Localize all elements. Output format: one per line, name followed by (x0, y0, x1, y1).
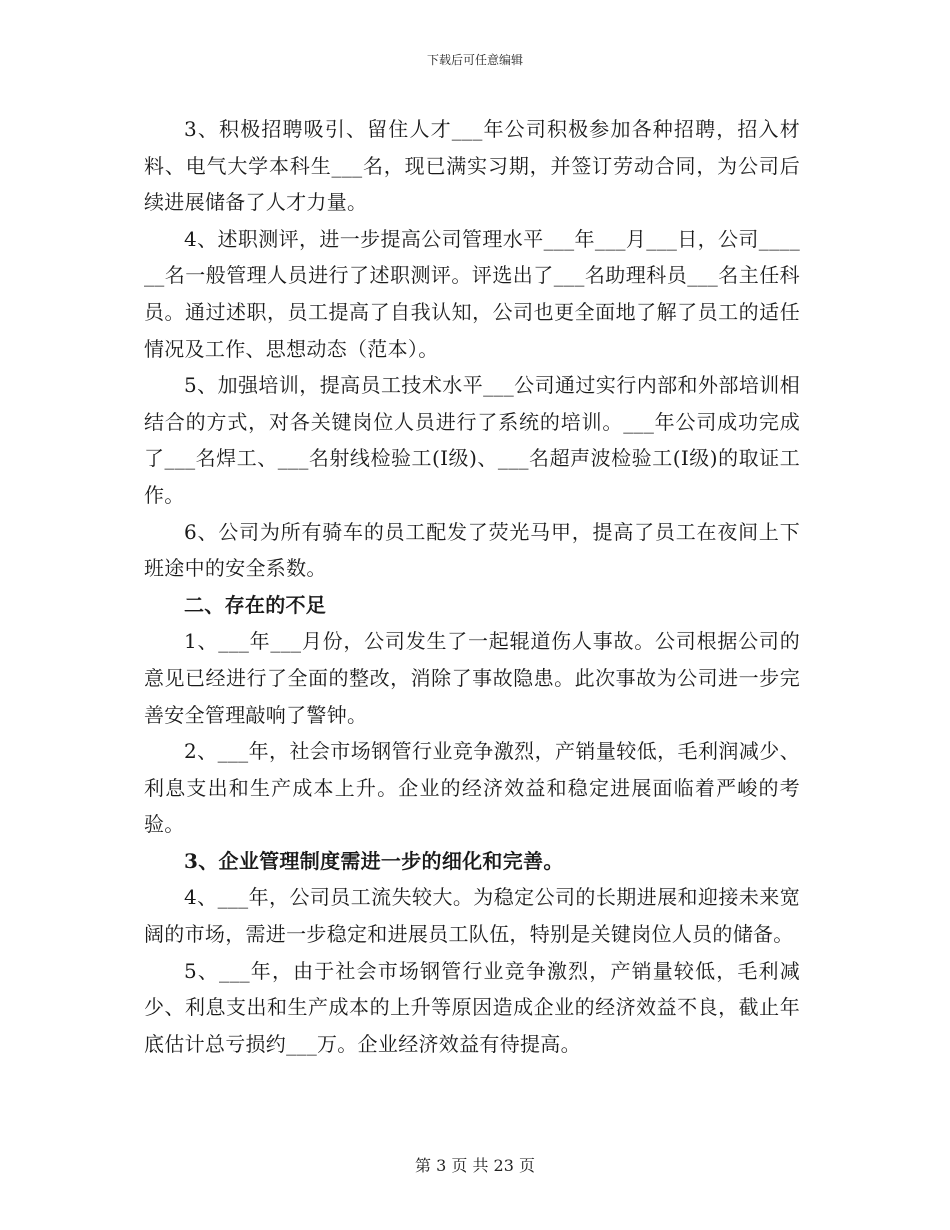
paragraph-market: 2、___年，社会市场钢管行业竞争激烈，产销量较低，毛利润减少、利息支出和生产成本上升。企业的经济效益和稳定进展面临着严峻的考验。 (144, 739, 800, 837)
paragraph-recruitment: 3、积极招聘吸引、留住人才___年公司积极参加各种招聘，招入材料、电气大学本科生___名，现已满实习期，并签订劳动合同，为公司后续进展储备了人才力量。 (144, 117, 800, 215)
page-header: 下载后可任意编辑 (426, 53, 523, 67)
paragraph-safety-vest: 6、公司为所有骑车的员工配发了荧光马甲，提高了员工在夜间上下班途中的安全系数。 (144, 519, 800, 581)
section-heading-shortcomings: 二、存在的不足 (184, 592, 327, 617)
paragraph-management-system: 3、企业管理制度需进一步的细化和完善。 (184, 848, 564, 873)
paragraph-evaluation: 4、述职测评，进一步提高公司管理水平___年___月___日，公司______名一般管理人员进行了述职测评。评选出了___名助理科员___名主任科员。通过述职，员工提高了自我认知，公司也更全面地了解了员工的适任情况及工作、思想动态（范本）。 (144, 226, 800, 361)
paragraph-losses: 5、___年，由于社会市场钢管行业竞争激烈，产销量较低，毛利减少、利息支出和生产成本的上升等原因造成企业的经济效益不良，截止年底估计总亏损约___万。企业经济效益有待提高。 (144, 958, 800, 1056)
paragraph-training: 5、加强培训，提高员工技术水平___公司通过实行内部和外部培训相结合的方式，对各关键岗位人员进行了系统的培训。___年公司成功完成了___名焊工、___名射线检验工(I级)、___名超声波检验工(I级)的取证工作。 (144, 373, 800, 507)
paragraph-accident: 1、___年___月份，公司发生了一起辊道伤人事故。公司根据公司的意见已经进行了全面的整改，消除了事故隐患。此次事故为公司进一步完善安全管理敲响了警钟。 (144, 629, 800, 727)
document-body (144, 111, 800, 1062)
page-number: 第 3 页 共 23 页 (415, 1156, 535, 1175)
paragraph-staff-turnover: 4、___年，公司员工流失较大。为稳定公司的长期进展和迎接未来宽阔的市场，需进一步稳定和进展员工队伍，特别是关键岗位人员的储备。 (144, 885, 800, 947)
